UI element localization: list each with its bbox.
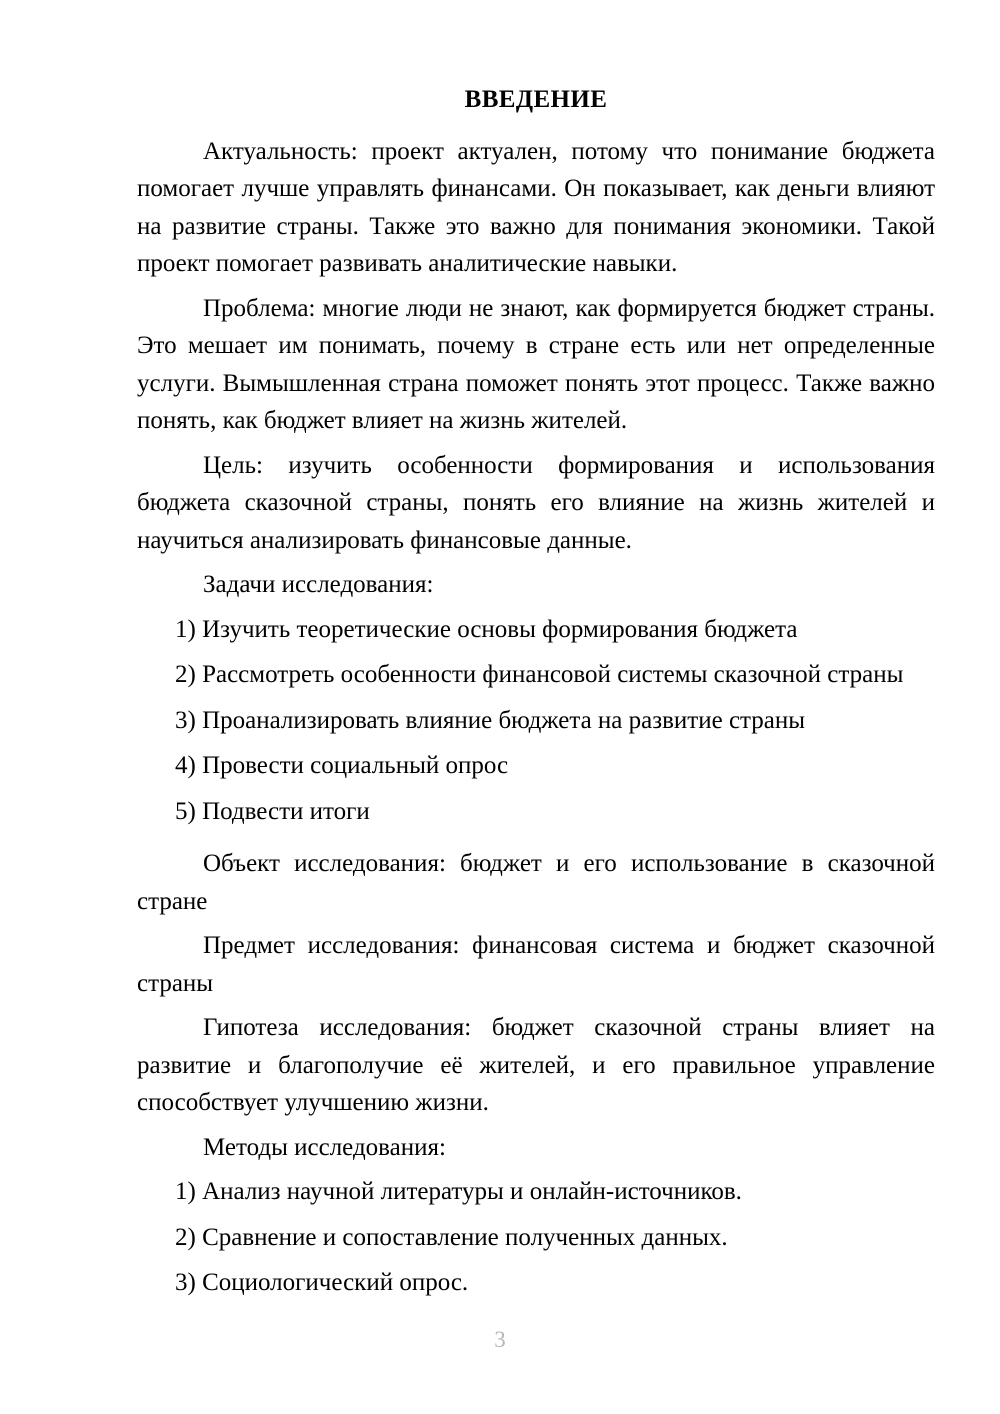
tasks-heading: Задачи исследования:: [203, 571, 434, 599]
document-body: [137, 86, 935, 1310]
list-item: 3) Проанализировать влияние бюджета на развитие страны: [175, 706, 806, 734]
list-item: 5) Подвести итоги: [175, 797, 370, 825]
paragraph-object: Объект исследования: бюджет и его использование в сказочной стране: [137, 850, 935, 915]
list-item: 4) Провести социальный опрос: [175, 752, 509, 780]
list-item: 2) Рассмотреть особенности финансовой системы сказочной страны: [175, 661, 904, 689]
methods-heading: Методы исследования:: [203, 1133, 446, 1161]
page-title: ВВЕДЕНИЕ: [464, 86, 608, 113]
paragraph-hypothesis: Гипотеза исследования: бюджет сказочной страны влияет на развитие и благополучие её жителей, и его правильное управление способствует улучшению жизни.: [137, 1014, 935, 1117]
spacer: [137, 838, 935, 845]
list-item: 3) Социологический опрос.: [175, 1269, 469, 1297]
list-item: 1) Изучить теоретические основы формирования бюджета: [175, 615, 798, 643]
list-item: 1) Анализ научной литературы и онлайн-источников.: [175, 1178, 742, 1206]
tasks-list: [137, 611, 935, 831]
list-item: 2) Сравнение и сопоставление полученных данных.: [175, 1223, 728, 1251]
methods-list: [137, 1173, 935, 1302]
paragraph-problem: Проблема: многие люди не знают, как формируется бюджет страны. Это мешает им понимать, почему в стране есть или нет определенные услуги. Вымышленная страна поможет понять этот процесс. Также важно понять, как бюджет влияет на жизнь жителей.: [137, 294, 935, 435]
paragraph-relevance: Актуальность: проект актуален, потому что понимание бюджета помогает лучше управлять финансами. Он показывает, как деньги влияют на развитие страны. Также это важно для понимания экономики. Такой проект помогает развивать аналитические навыки.: [137, 137, 935, 278]
page-number: 3: [494, 1327, 506, 1352]
paragraph-subject: Предмет исследования: финансовая система и бюджет сказочной страны: [137, 932, 935, 997]
paragraph-goal: Цель: изучить особенности формирования и использования бюджета сказочной страны, понять его влияние на жизнь жителей и научиться анализировать финансовые данные.: [137, 451, 935, 554]
